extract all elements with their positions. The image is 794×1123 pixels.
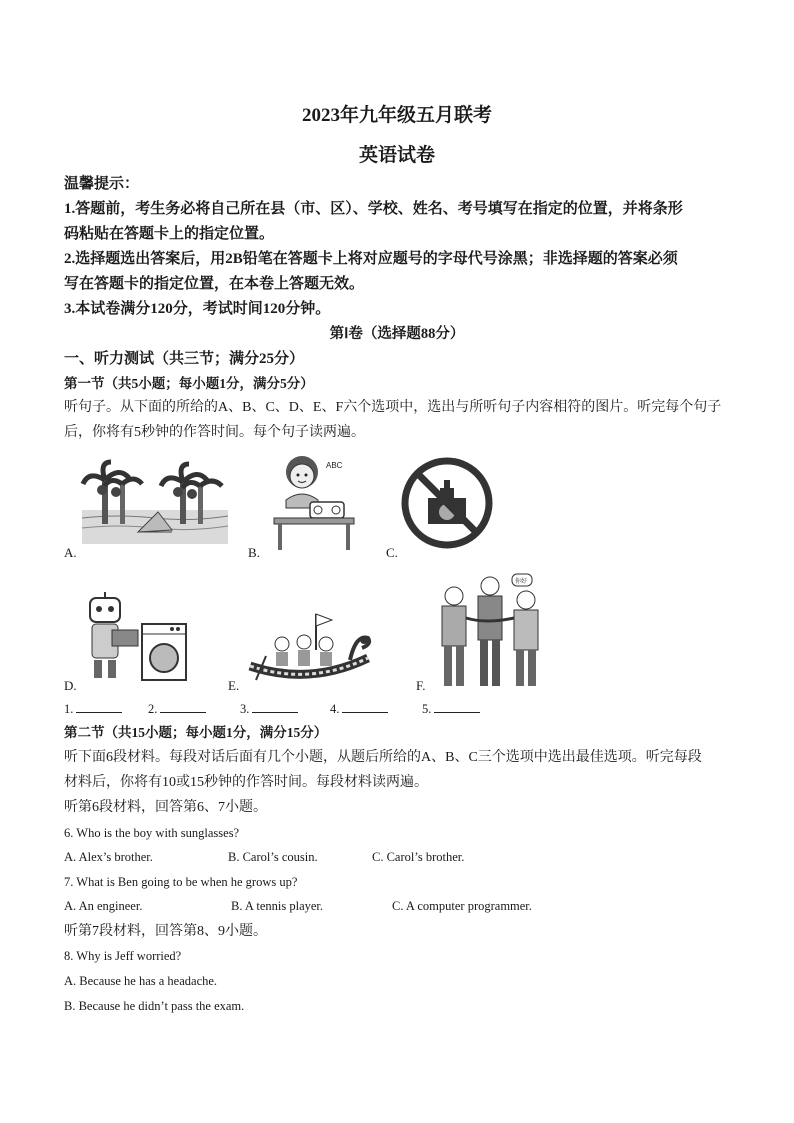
- part1-heading: 一、听力测试（共三节；满分25分）: [64, 351, 305, 367]
- section2-instruction: 听下面6段材料。每段对话后面有几个小题，从题后所给的A、B、C三个选项中选出最佳选项。听完每段: [64, 750, 702, 765]
- men-greeting-picture: [436, 572, 548, 690]
- exam-title: 2023年九年级五月联考: [301, 105, 492, 126]
- picture-label: B.: [248, 545, 260, 560]
- robot-washing-machine-picture: [82, 590, 192, 684]
- blank-number: 4.: [330, 702, 340, 716]
- tips-heading: 温馨提示：: [64, 176, 140, 192]
- picture-label: E.: [228, 678, 240, 693]
- girl-radio-picture: [270, 452, 360, 552]
- option-7c[interactable]: C. A computer programmer.: [392, 899, 532, 913]
- option-6a[interactable]: A. Alex’s brother.: [64, 850, 153, 864]
- option-8a[interactable]: A. Because he has a headache.: [64, 974, 218, 988]
- answer-blank[interactable]: [240, 700, 298, 717]
- tip-line: 写在答题卡的指定位置，在本卷上答题无效。: [64, 276, 365, 292]
- section1-instruction: 听句子。从下面的所给的A、B、C、D、E、F六个选项中，选出与所听句子内容相符的图片。听完每个句子: [64, 400, 722, 415]
- material-7-note: 听第7段材料，回答第8、9小题。: [64, 924, 267, 939]
- answer-blank[interactable]: [422, 700, 480, 717]
- abc-label: ABC: [326, 461, 343, 470]
- picture-label: A.: [64, 545, 77, 560]
- exam-subtitle: 英语试卷: [358, 145, 435, 166]
- option-6c[interactable]: C. Carol’s brother.: [372, 850, 465, 864]
- volume-heading: 第Ⅰ卷（选择题88分）: [329, 326, 465, 342]
- blank-number: 2.: [148, 702, 158, 716]
- answer-blank[interactable]: [64, 700, 122, 717]
- section2-heading: 第二节（共15小题；每小题1分，满分15分）: [64, 725, 328, 740]
- tip-line: 3.本试卷满分120分，考试时间120分钟。: [64, 301, 331, 317]
- no-photo-sign-picture: [400, 456, 494, 550]
- answer-blank[interactable]: [148, 700, 206, 717]
- option-8b[interactable]: B. Because he didn’t pass the exam.: [64, 999, 245, 1013]
- blank-number: 5.: [422, 702, 432, 716]
- picture-label: F.: [416, 678, 426, 693]
- question-6: 6. Who is the boy with sunglasses?: [64, 826, 240, 840]
- tip-line: 1.答题前，考生务必将自己所在县（市、区）、学校、姓名、考号填写在指定的位置，并将条形: [64, 201, 683, 217]
- tip-line: 2.选择题选出答案后，用2B铅笔在答题卡上将对应题号的字母代号涂黑；非选择题的答案必须: [64, 251, 678, 267]
- tip-line: 码粘贴在答题卡上的指定位置。: [64, 226, 275, 242]
- answer-blank[interactable]: [330, 700, 388, 717]
- section1-instruction: 后，你将有5秒钟的作答时间。每个句子读两遍。: [64, 425, 365, 440]
- beach-palm-picture: [80, 458, 230, 546]
- question-8: 8. Why is Jeff worried?: [64, 949, 182, 963]
- picture-label: C.: [386, 545, 398, 560]
- option-7a[interactable]: A. An engineer.: [64, 899, 143, 913]
- section1-heading: 第一节（共5小题；每小题1分，满分5分）: [64, 376, 314, 391]
- material-6-note: 听第6段材料，回答第6、7小题。: [64, 800, 267, 815]
- option-6b[interactable]: B. Carol’s cousin.: [228, 850, 318, 864]
- option-7b[interactable]: B. A tennis player.: [231, 899, 324, 913]
- picture-label: D.: [64, 678, 77, 693]
- section2-instruction: 材料后，你将有10或15秒钟的作答时间。每段材料读两遍。: [64, 775, 428, 790]
- hello-bubble-text: 你好: [515, 578, 528, 585]
- blank-number: 3.: [240, 702, 250, 716]
- question-7: 7. What is Ben going to be when he grows up?: [64, 875, 298, 889]
- dragon-boat-picture: [246, 610, 374, 690]
- blank-number: 1.: [64, 702, 74, 716]
